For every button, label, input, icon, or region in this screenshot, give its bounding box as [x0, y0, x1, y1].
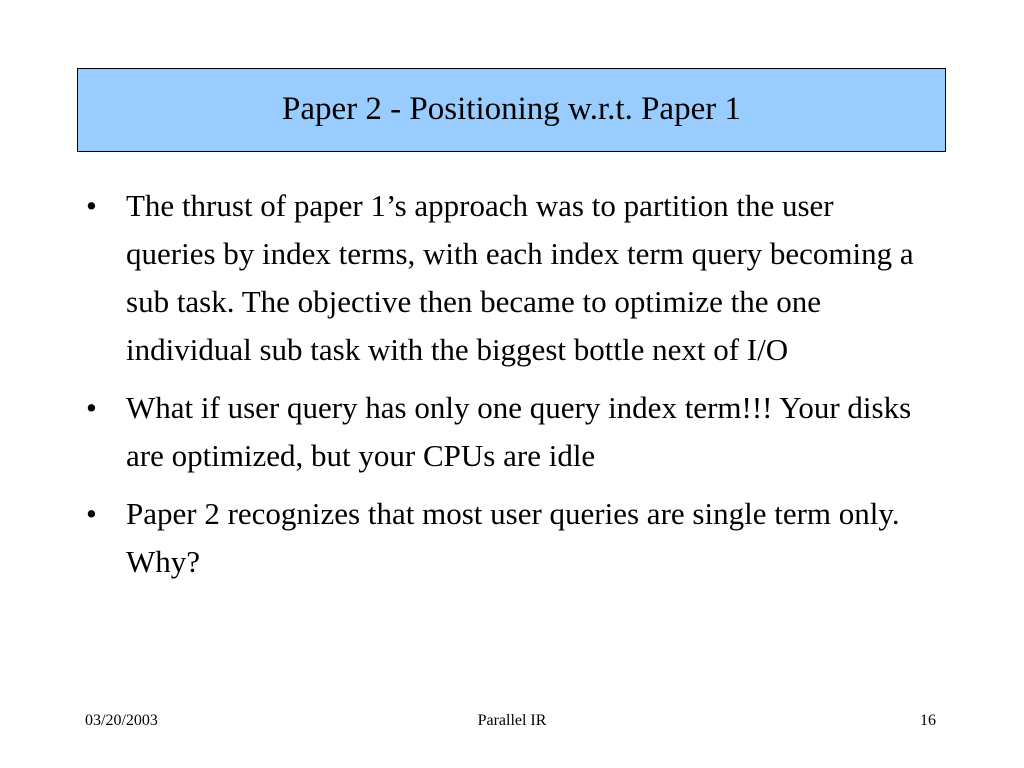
bullet-icon: • — [86, 496, 97, 531]
footer-page-number: 16 — [920, 712, 936, 729]
footer-date: 03/20/2003 — [85, 712, 158, 729]
bullet-icon: • — [86, 188, 97, 223]
title-box — [77, 68, 946, 152]
bullet-text: The thrust of paper 1’s approach was to partition the user queries by index terms, with each index term query becoming a sub task. The objective then became to optimize the one individual sub task with the biggest bottle next of I/O — [126, 188, 914, 367]
bullet-icon: • — [86, 390, 97, 425]
bullet-text: Paper 2 recognizes that most user queries are single term only. Why? — [126, 496, 900, 579]
bullet-item — [86, 182, 916, 374]
slide-title: Paper 2 - Positioning w.r.t. Paper 1 — [282, 90, 741, 127]
bullet-text: What if user query has only one query index term!!! Your disks are optimized, but your CPUs are idle — [126, 390, 912, 473]
footer-title: Parallel IR — [477, 712, 547, 729]
bullet-item — [86, 384, 916, 480]
bullet-item — [86, 490, 916, 586]
bullet-list — [86, 182, 916, 596]
